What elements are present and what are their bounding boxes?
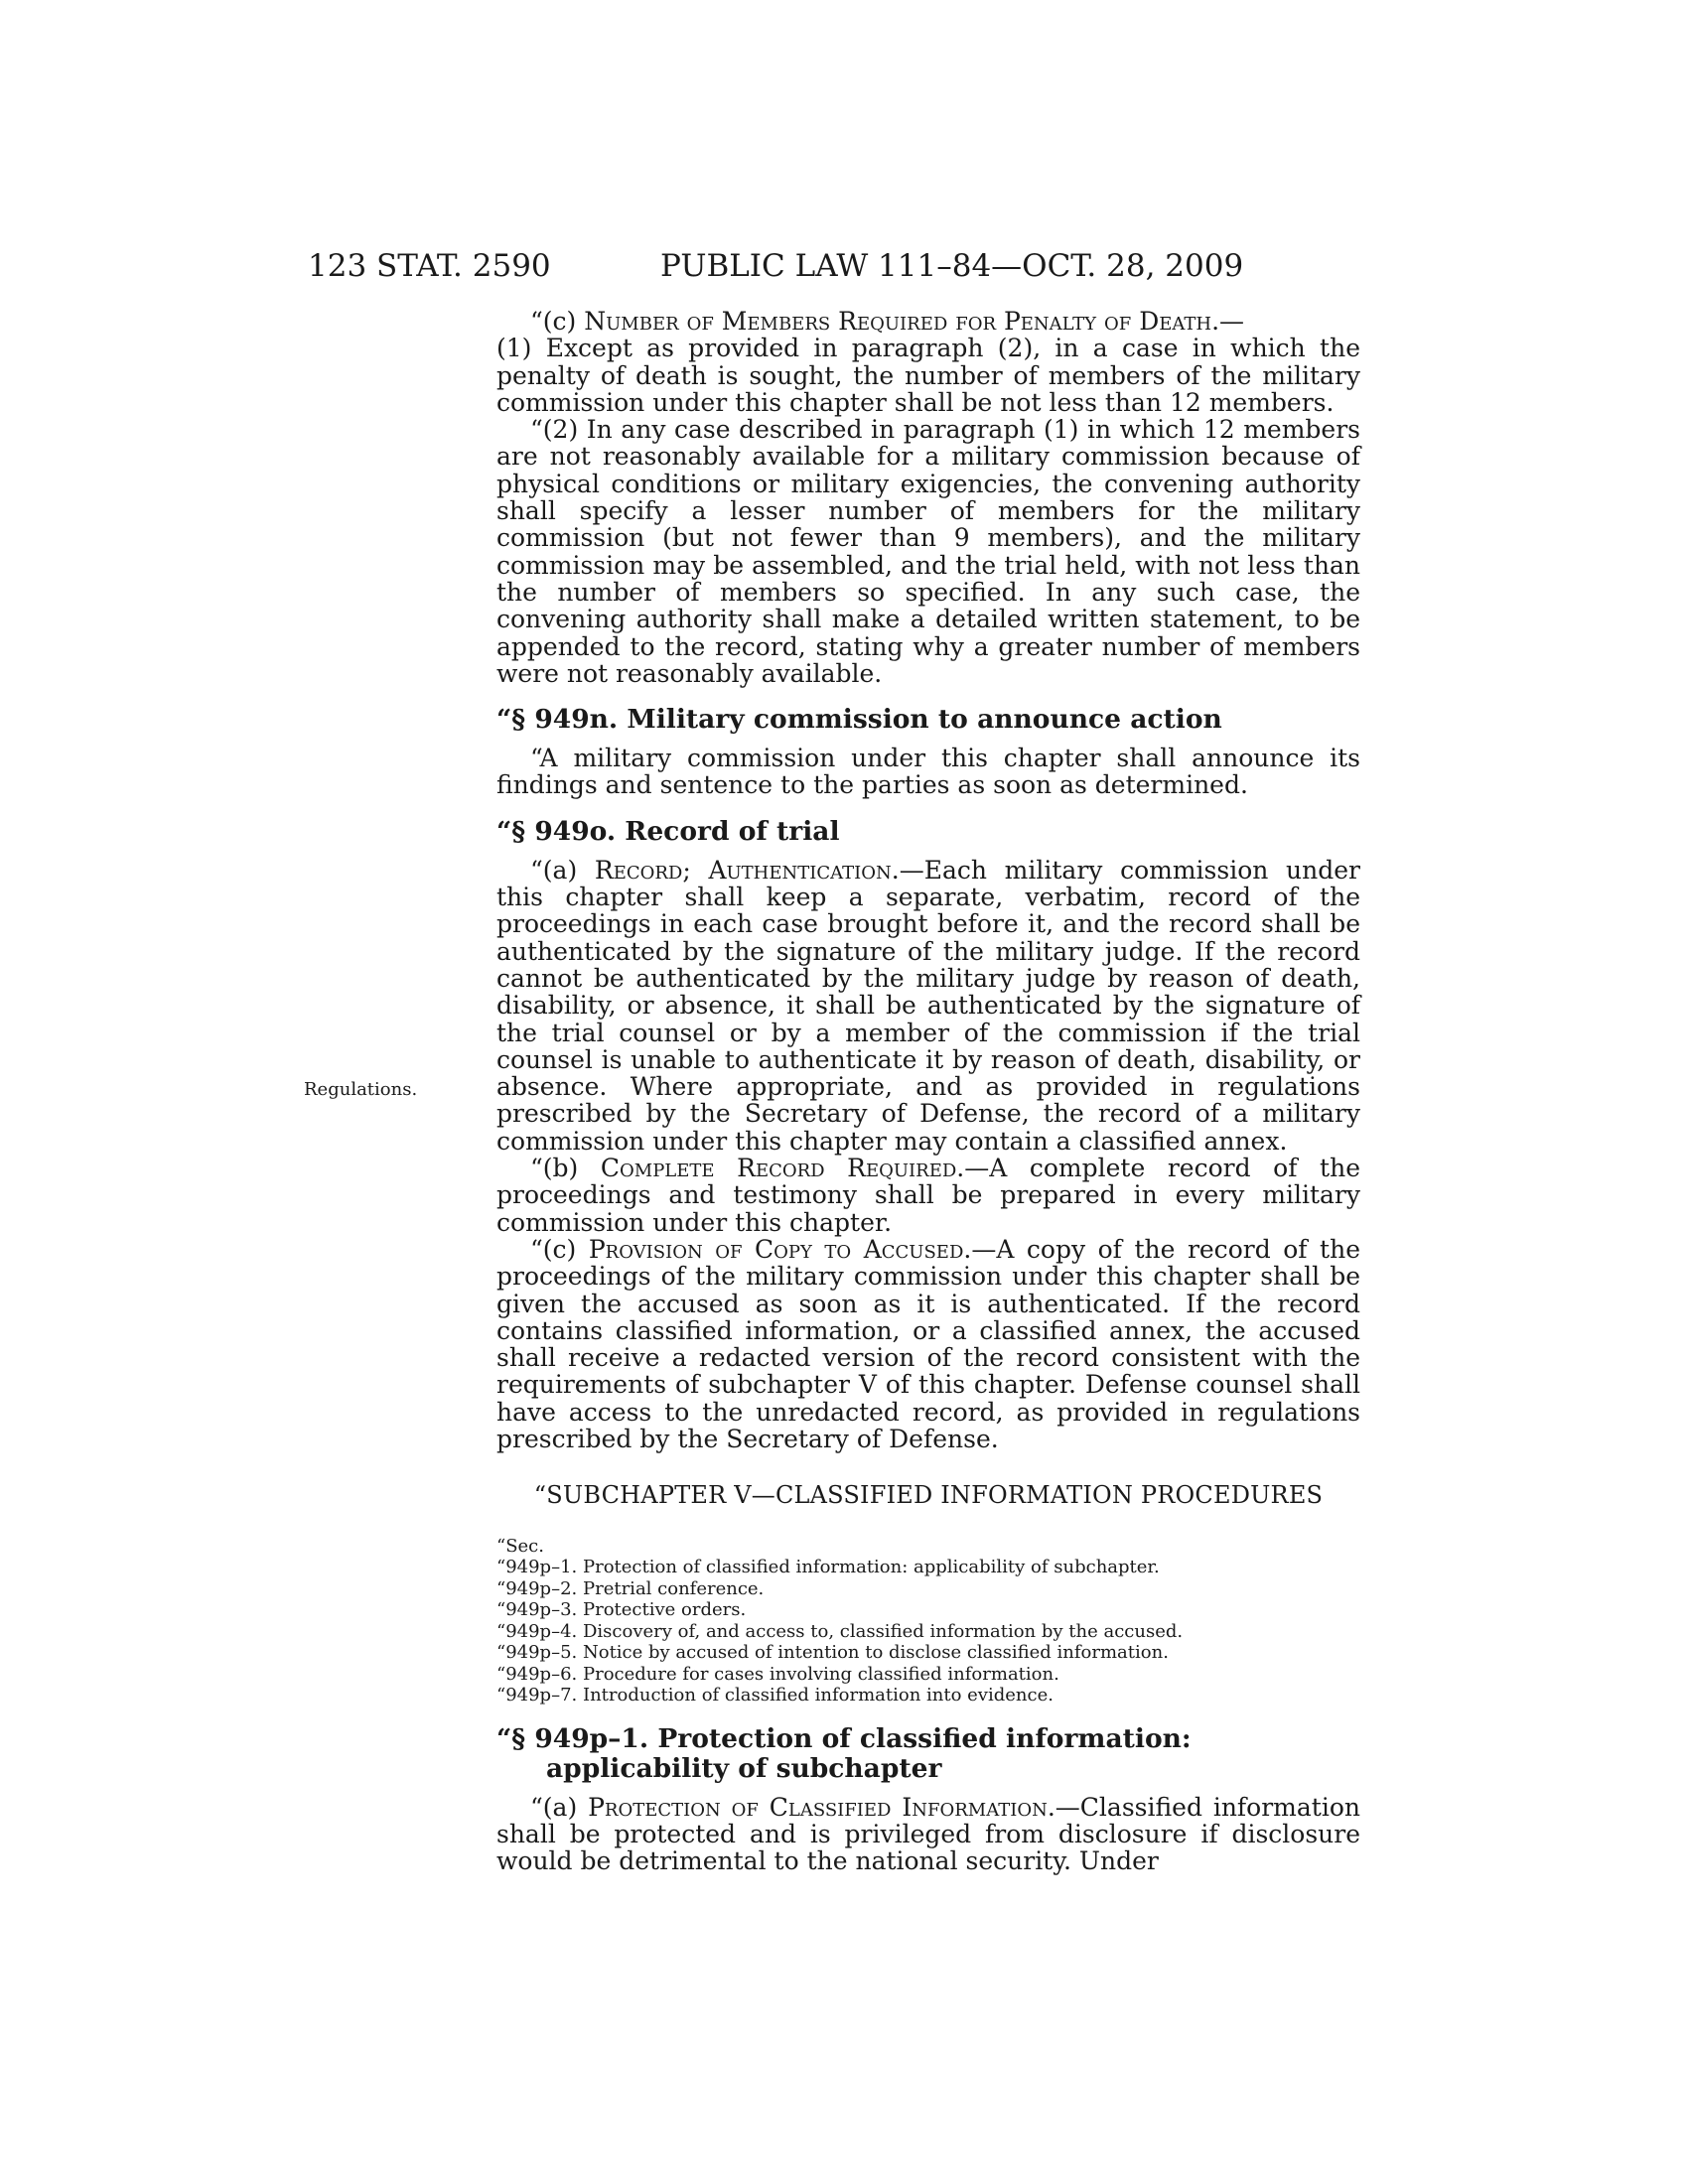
toc-entry: “949p–1. Protection of classified information: applicability of subchapter.: [496, 1557, 1160, 1578]
margin-note-regulations: Regulations.: [304, 1079, 418, 1100]
paragraph-c2: “(2) In any case described in paragraph (1) in which 12 members are not reasonably available for a military commission because of physical conditions or military exigencies, the convening authority shall specify a lesser number of members for the military commission (but not fewer than 9 members), and the military commission may be assembled, and the trial held, with not less than the number of members so specified. In any such case, the convening authority shall make a detailed written statement, to be appended to the record, stating why a greater number of members were not reasonably available.: [496, 415, 1360, 688]
public-law-title: PUBLIC LAW 111–84—OCT. 28, 2009: [660, 248, 1244, 284]
caption-949o-a: Record; Authentication: [594, 855, 892, 885]
toc-entry: “Sec.: [496, 1535, 544, 1557]
toc-entry: “949p–3. Protective orders.: [496, 1599, 747, 1621]
caption-949o-c: Provision of Copy to Accused: [588, 1234, 964, 1264]
caption-c: Number of Members Required for Penalty of Death: [584, 307, 1212, 336]
page-header: [308, 248, 1360, 288]
stat-citation: 123 STAT. 2590: [308, 248, 551, 284]
paragraph-949n: “A military commission under this chapter shall announce its findings and sentence to the parties as soon as determined.: [496, 744, 1360, 800]
toc-entry: “949p–6. Procedure for cases involving classified information.: [496, 1663, 1059, 1685]
heading-949n: “§ 949n. Military commission to announce action: [496, 704, 1222, 736]
main-text-column: [496, 308, 1360, 1874]
heading-949o: “§ 949o. Record of trial: [496, 815, 840, 847]
toc-entry: “949p–2. Pretrial conference.: [496, 1577, 765, 1599]
toc-entry: “949p–5. Notice by accused of intention to disclose classified information.: [496, 1642, 1169, 1664]
paragraph-949p-1-a: “(a) Protection of Classified Information.—Classified information shall be protected and is privileged from disclosure if disclosure would be detrimental to the national security. Under: [496, 1792, 1360, 1876]
toc-entry: “949p–7. Introduction of classified information into evidence.: [496, 1685, 1054, 1706]
section-table-of-contents: [496, 1536, 1360, 1706]
paragraph-949o-c: “(c) Provision of Copy to Accused.—A copy of the record of the proceedings of the military commission under this chapter shall be given the accused as soon as it is authenticated. If the record contains classified information, or a classified annex, the accused shall receive a redacted version of the record consistent with the requirements of subchapter V of this chapter. Defense counsel shall have access to the unredacted record, as provided in regulations prescribed by the Secretary of Defense.: [496, 1234, 1360, 1453]
subchapter-v-title: “SUBCHAPTER V—CLASSIFIED INFORMATION PROCEDURES: [533, 1481, 1324, 1510]
heading-949p-1: “§ 949p–1. Protection of classified information: applicability of subchapter: [496, 1722, 1192, 1784]
caption-949p-1-a: Protection of Classified Information: [588, 1792, 1048, 1822]
toc-entry: “949p–4. Discovery of, and access to, classified information by the accused.: [496, 1620, 1184, 1642]
paragraph-c-members-death-penalty: “(c) Number of Members Required for Penalty of Death.— (1) Except as provided in paragraph (2), in a case in which the penalty of death is sought, the number of members of the military commission under this chapter shall be not less than 12 members.: [496, 307, 1360, 417]
paragraph-949o-a: “(a) Record; Authentication.—Each military commission under this chapter shall keep a separate, verbatim, record of the proceedings in each case brought before it, and the record shall be authenticated by the signature of the military judge. If the record cannot be authenticated by the military judge by reason of death, disability, or absence, it shall be authenticated by the signature of the trial counsel or by a member of the commission if the trial counsel is unable to authenticate it by reason of death, disability, or absence. Where appropriate, and as provided in regulations prescribed by the Secretary of Defense, the record of a military commission under this chapter may contain a classified annex.: [496, 855, 1360, 1156]
caption-949o-b: Complete Record Required: [600, 1154, 957, 1183]
paragraph-949o-b: “(b) Complete Record Required.—A complete record of the proceedings and testimony shall be prepared in every military commission under this chapter.: [496, 1154, 1360, 1237]
